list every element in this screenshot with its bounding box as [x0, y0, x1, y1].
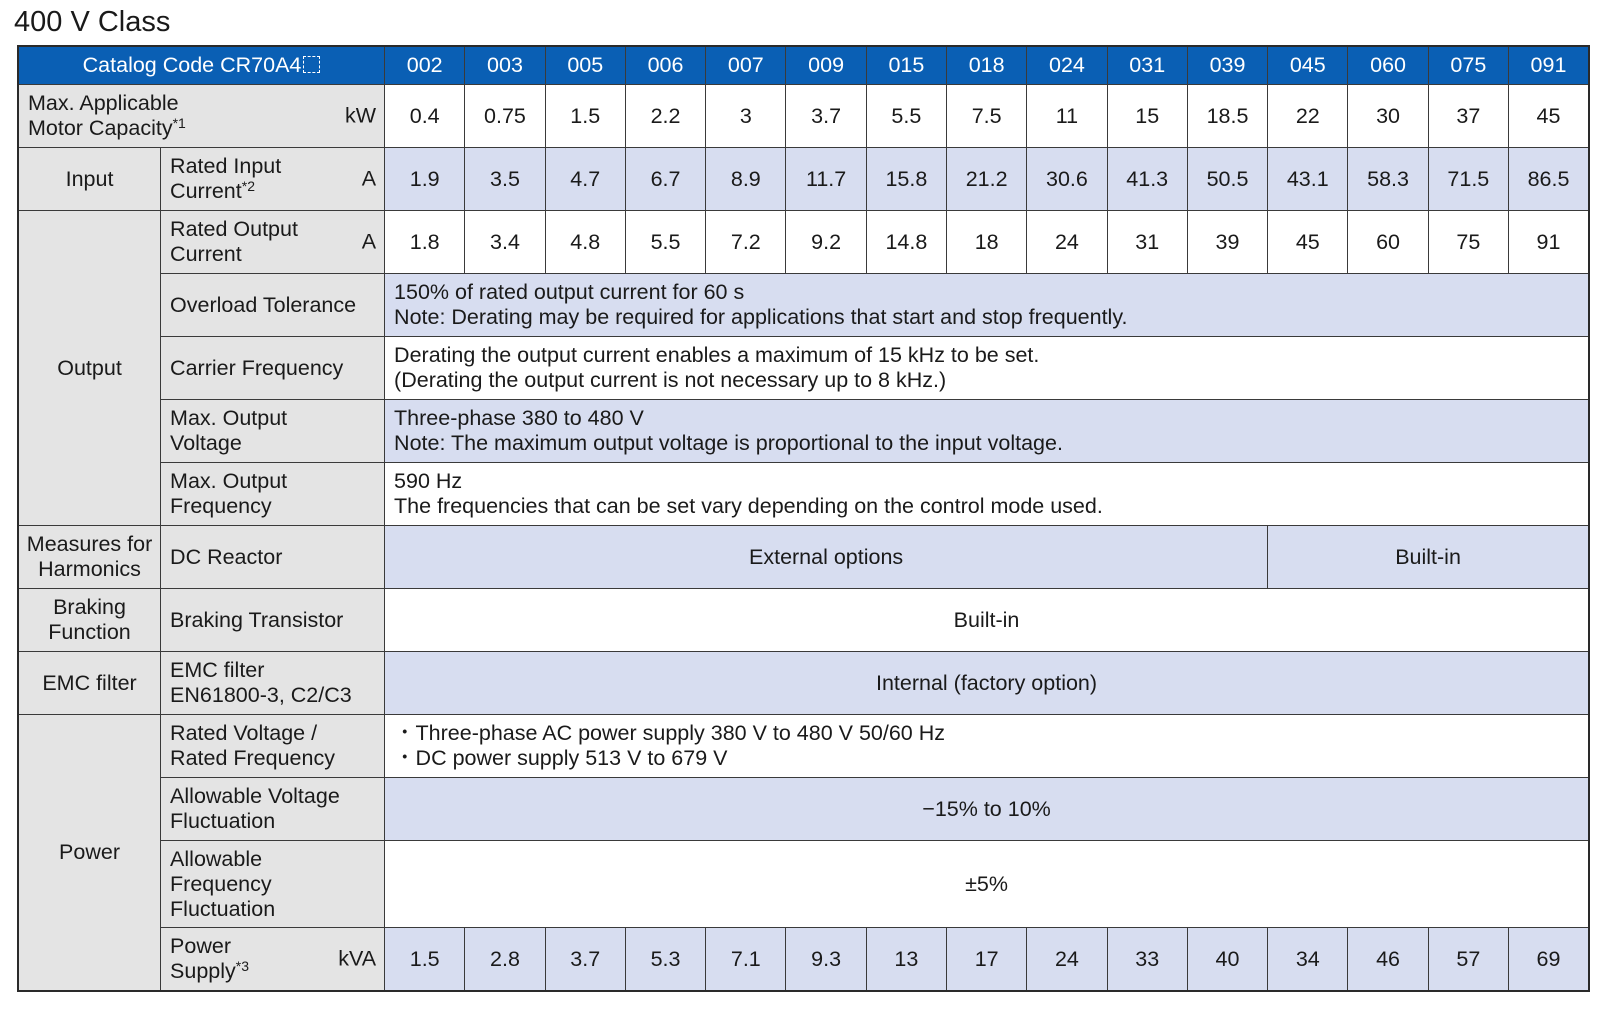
model-code: 002 [385, 46, 465, 85]
value-cell: 24 [1027, 928, 1107, 992]
value-cell: 22 [1268, 85, 1348, 148]
dc-reactor-external: External options [385, 526, 1268, 589]
value-cell: 5.5 [866, 85, 946, 148]
value-cell: 3.5 [465, 148, 545, 211]
rated-voltage-label: Rated Voltage / Rated Frequency [161, 715, 385, 778]
model-code: 031 [1107, 46, 1187, 85]
unit-kva: kVA [338, 946, 377, 971]
value-cell: 1.9 [385, 148, 465, 211]
motor-capacity-label: Max. Applicable Motor Capacity$^{*1}$ kW [18, 85, 385, 148]
value-cell: 3.7 [786, 85, 866, 148]
rated-output-current-label: Rated Output Current A [161, 211, 385, 274]
model-code: 024 [1027, 46, 1107, 85]
value-cell: 6.7 [625, 148, 705, 211]
max-output-frequency-label: Max. Output Frequency [161, 463, 385, 526]
value-cell: 40 [1187, 928, 1267, 992]
model-code: 003 [465, 46, 545, 85]
value-cell: 9.3 [786, 928, 866, 992]
value-cell: 3.4 [465, 211, 545, 274]
value-cell: 21.2 [947, 148, 1027, 211]
braking-transistor-label: Braking Transistor [161, 589, 385, 652]
value-cell: 33 [1107, 928, 1187, 992]
max-output-voltage-value: Three-phase 380 to 480 V Note: The maximum output voltage is proportional to the input voltage. [385, 400, 1589, 463]
emc-filter-value: Internal (factory option) [385, 652, 1589, 715]
value-cell: 4.7 [545, 148, 625, 211]
input-group-label: Input [18, 148, 161, 211]
power-supply-label: Power Supply$^{*3}$ kVA [161, 928, 385, 992]
braking-transistor-row [18, 589, 1589, 652]
dc-reactor-label: DC Reactor [161, 526, 385, 589]
value-cell: 30.6 [1027, 148, 1107, 211]
rated-output-current-row [18, 211, 1589, 274]
value-cell: 34 [1268, 928, 1348, 992]
value-cell: 7.2 [706, 211, 786, 274]
value-cell: 4.8 [545, 211, 625, 274]
value-cell: 71.5 [1428, 148, 1508, 211]
value-cell: 15 [1107, 85, 1187, 148]
value-cell: 58.3 [1348, 148, 1428, 211]
model-code: 009 [786, 46, 866, 85]
value-cell: 3 [706, 85, 786, 148]
carrier-frequency-value: Derating the output current enables a maximum of 15 kHz to be set. (Derating the output current is not necessary up to 8 kHz.) [385, 337, 1589, 400]
model-code: 018 [947, 46, 1027, 85]
overload-tolerance-row [18, 274, 1589, 337]
power-supply-row [18, 928, 1589, 992]
value-cell: 46 [1348, 928, 1428, 992]
value-cell: 18 [947, 211, 1027, 274]
harmonics-group-label: Measures for Harmonics [18, 526, 161, 589]
value-cell: 18.5 [1187, 85, 1267, 148]
value-cell: 37 [1428, 85, 1508, 148]
model-code: 060 [1348, 46, 1428, 85]
voltage-fluctuation-label: Allowable Voltage Fluctuation [161, 778, 385, 841]
value-cell: 91 [1508, 211, 1589, 274]
emc-group-label: EMC filter [18, 652, 161, 715]
value-cell: 11 [1027, 85, 1107, 148]
placeholder-box-icon [303, 56, 320, 73]
value-cell: 57 [1428, 928, 1508, 992]
value-cell: 5.3 [625, 928, 705, 992]
voltage-fluctuation-value: −15% to 10% [385, 778, 1589, 841]
catalog-code-header: Catalog Code CR70A4 [18, 46, 385, 85]
overload-tolerance-label: Overload Tolerance [161, 274, 385, 337]
unit-a: A [361, 166, 377, 191]
value-cell: 30 [1348, 85, 1428, 148]
value-cell: 45 [1508, 85, 1589, 148]
carrier-frequency-row [18, 337, 1589, 400]
value-cell: 15.8 [866, 148, 946, 211]
emc-filter-label: EMC filter EN61800-3, C2/C3 [161, 652, 385, 715]
value-cell: 5.5 [625, 211, 705, 274]
rated-input-current-label: Rated Input Current$^{*2}$ A [161, 148, 385, 211]
voltage-fluctuation-row [18, 778, 1589, 841]
max-output-frequency-row [18, 463, 1589, 526]
model-code: 005 [545, 46, 625, 85]
value-cell: 31 [1107, 211, 1187, 274]
value-cell: 86.5 [1508, 148, 1589, 211]
motor-capacity-row [18, 85, 1589, 148]
braking-transistor-value: Built-in [385, 589, 1589, 652]
value-cell: 13 [866, 928, 946, 992]
value-cell: 60 [1348, 211, 1428, 274]
max-output-voltage-row [18, 400, 1589, 463]
rated-voltage-value: ・Three-phase AC power supply 380 V to 480 V 50/60 Hz ・DC power supply 513 V to 679 V [385, 715, 1589, 778]
value-cell: 50.5 [1187, 148, 1267, 211]
model-code: 015 [866, 46, 946, 85]
value-cell: 0.75 [465, 85, 545, 148]
value-cell: 0.4 [385, 85, 465, 148]
output-group-label: Output [18, 211, 161, 526]
spec-table [17, 45, 1590, 992]
value-cell: 24 [1027, 211, 1107, 274]
value-cell: 45 [1268, 211, 1348, 274]
value-cell: 41.3 [1107, 148, 1187, 211]
model-code: 075 [1428, 46, 1508, 85]
value-cell: 17 [947, 928, 1027, 992]
frequency-fluctuation-value: ±5% [385, 841, 1589, 928]
value-cell: 39 [1187, 211, 1267, 274]
dc-reactor-builtin: Built-in [1268, 526, 1589, 589]
power-group-label: Power [18, 715, 161, 992]
emc-filter-row [18, 652, 1589, 715]
value-cell: 11.7 [786, 148, 866, 211]
rated-voltage-row [18, 715, 1589, 778]
value-cell: 8.9 [706, 148, 786, 211]
max-output-voltage-label: Max. Output Voltage [161, 400, 385, 463]
model-code: 006 [625, 46, 705, 85]
rated-input-current-row [18, 148, 1589, 211]
frequency-fluctuation-label: Allowable Frequency Fluctuation [161, 841, 385, 928]
page-title: 400 V Class [14, 6, 171, 38]
value-cell: 1.5 [545, 85, 625, 148]
value-cell: 2.2 [625, 85, 705, 148]
value-cell: 7.1 [706, 928, 786, 992]
value-cell: 75 [1428, 211, 1508, 274]
frequency-fluctuation-row [18, 841, 1589, 928]
value-cell: 9.2 [786, 211, 866, 274]
max-output-frequency-value: 590 Hz The frequencies that can be set vary depending on the control mode used. [385, 463, 1589, 526]
model-code: 091 [1508, 46, 1589, 85]
value-cell: 1.8 [385, 211, 465, 274]
header-row [18, 46, 1589, 85]
value-cell: 43.1 [1268, 148, 1348, 211]
value-cell: 3.7 [545, 928, 625, 992]
value-cell: 14.8 [866, 211, 946, 274]
unit-a: A [361, 229, 377, 254]
value-cell: 1.5 [385, 928, 465, 992]
value-cell: 2.8 [465, 928, 545, 992]
value-cell: 7.5 [947, 85, 1027, 148]
value-cell: 69 [1508, 928, 1589, 992]
model-code: 007 [706, 46, 786, 85]
carrier-frequency-label: Carrier Frequency [161, 337, 385, 400]
braking-group-label: Braking Function [18, 589, 161, 652]
overload-tolerance-value: 150% of rated output current for 60 s Note: Derating may be required for applications that start and stop frequently. [385, 274, 1589, 337]
model-code: 045 [1268, 46, 1348, 85]
unit-kw: kW [345, 103, 377, 128]
model-code: 039 [1187, 46, 1267, 85]
dc-reactor-row [18, 526, 1589, 589]
